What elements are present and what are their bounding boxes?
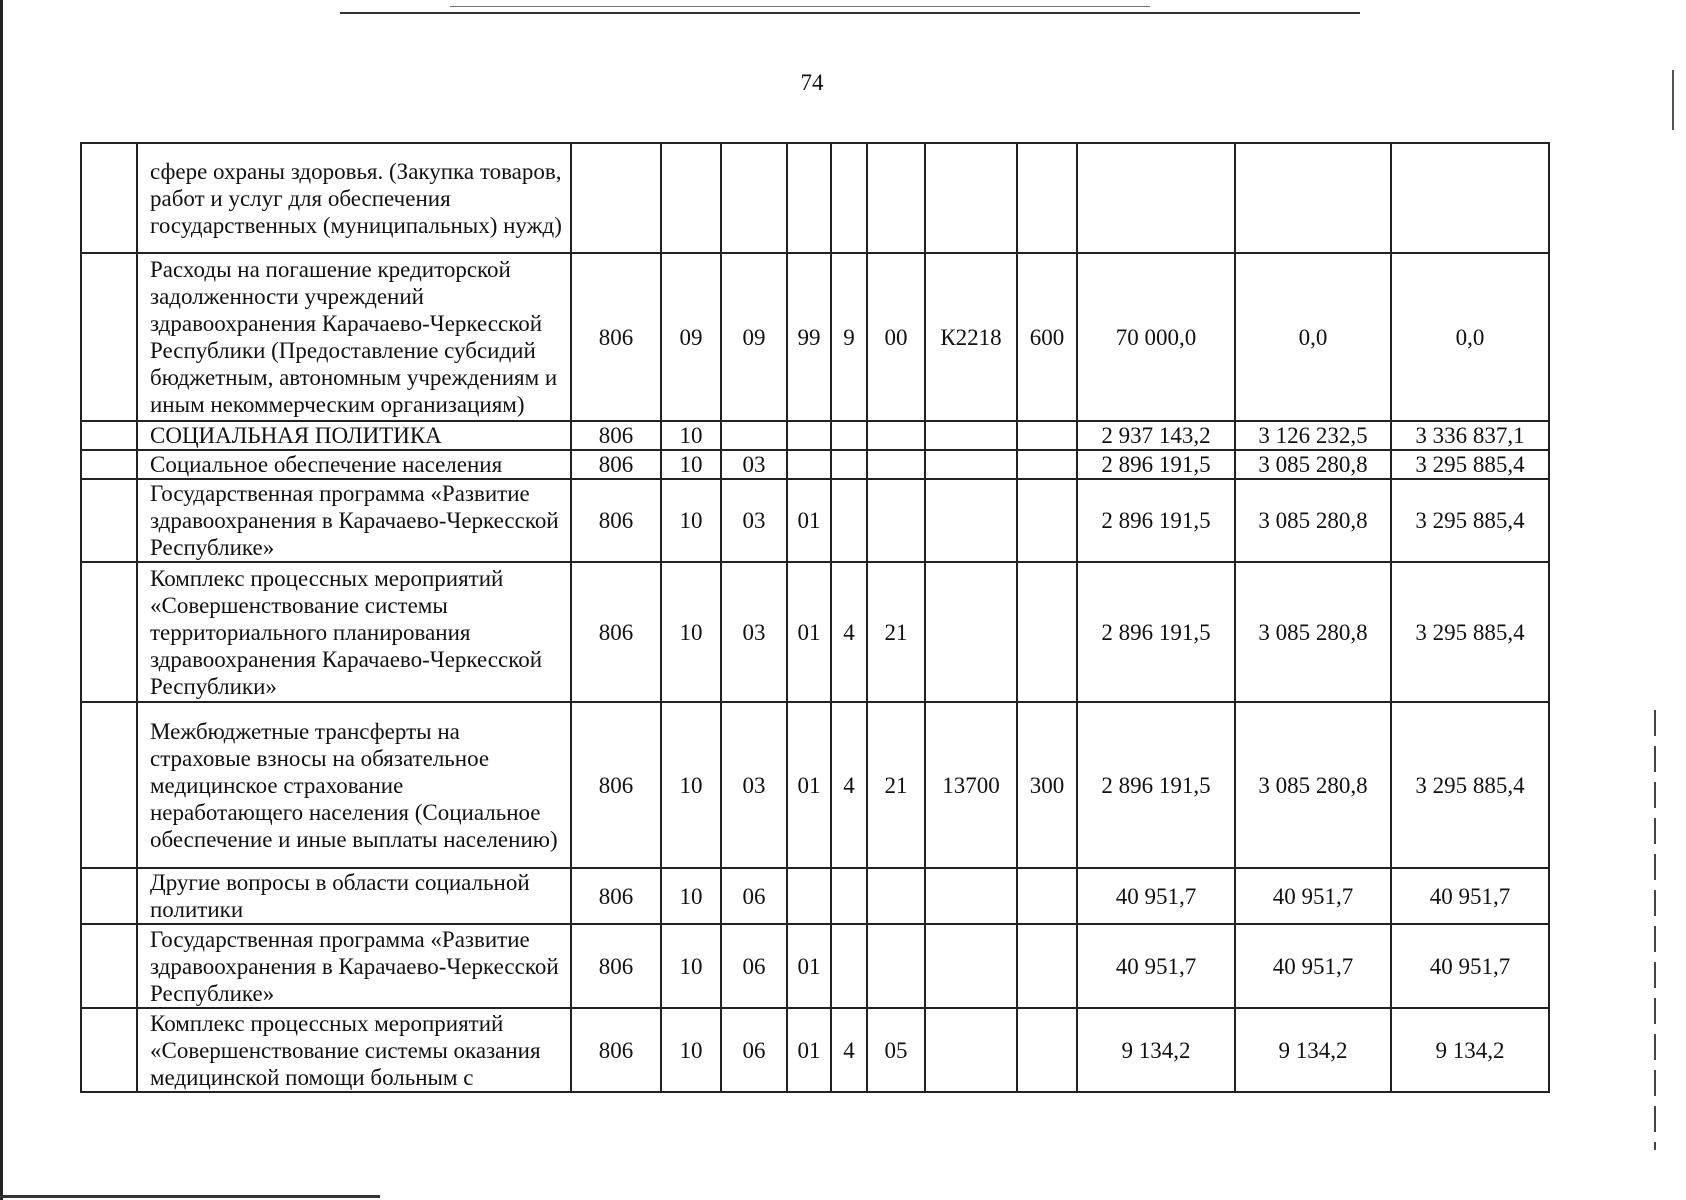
budget-table — [80, 142, 1550, 1093]
amount-year-2: 40 951,7 — [1235, 868, 1391, 924]
code-ved: 806 — [571, 421, 661, 450]
code-type — [831, 924, 867, 1008]
code-direction — [925, 1008, 1017, 1092]
code-direction — [925, 924, 1017, 1008]
code-program: 01 — [787, 1008, 831, 1092]
amount-year-3: 3 295 885,4 — [1391, 450, 1549, 479]
table-row — [81, 253, 1549, 421]
code-vid-rashodov — [1017, 450, 1077, 479]
code-ved: 806 — [571, 868, 661, 924]
code-subprogram — [867, 924, 925, 1008]
code-razdel — [661, 143, 721, 253]
table-row — [81, 479, 1549, 562]
row-number-cell — [81, 562, 137, 702]
row-number-cell — [81, 924, 137, 1008]
row-name: Другие вопросы в области социальной политики — [137, 868, 571, 924]
code-podrazdel: 03 — [721, 562, 787, 702]
code-subprogram: 21 — [867, 702, 925, 868]
code-ved: 806 — [571, 479, 661, 562]
row-name: Государственная программа «Развитие здравоохранения в Карачаево-Черкесской Республике» — [137, 479, 571, 562]
code-ved: 806 — [571, 924, 661, 1008]
table-row — [81, 143, 1549, 253]
table-row — [81, 868, 1549, 924]
scan-artifact-edge — [0, 1195, 380, 1198]
code-razdel: 10 — [661, 924, 721, 1008]
code-ved: 806 — [571, 702, 661, 868]
table-row — [81, 702, 1549, 868]
code-podrazdel — [721, 143, 787, 253]
amount-year-1: 2 896 191,5 — [1077, 702, 1235, 868]
code-vid-rashodov: 300 — [1017, 702, 1077, 868]
code-vid-rashodov — [1017, 1008, 1077, 1092]
table-row — [81, 450, 1549, 479]
code-vid-rashodov — [1017, 562, 1077, 702]
code-program: 99 — [787, 253, 831, 421]
code-direction — [925, 562, 1017, 702]
code-vid-rashodov — [1017, 479, 1077, 562]
code-type: 4 — [831, 702, 867, 868]
code-subprogram: 00 — [867, 253, 925, 421]
code-subprogram — [867, 479, 925, 562]
amount-year-2: 3 085 280,8 — [1235, 702, 1391, 868]
code-podrazdel: 03 — [721, 479, 787, 562]
code-type — [831, 143, 867, 253]
amount-year-2: 0,0 — [1235, 253, 1391, 421]
code-program — [787, 868, 831, 924]
row-number-cell — [81, 143, 137, 253]
amount-year-2: 3 085 280,8 — [1235, 450, 1391, 479]
amount-year-3: 40 951,7 — [1391, 924, 1549, 1008]
code-program — [787, 421, 831, 450]
code-ved: 806 — [571, 1008, 661, 1092]
code-vid-rashodov — [1017, 868, 1077, 924]
amount-year-3: 3 295 885,4 — [1391, 702, 1549, 868]
code-razdel: 10 — [661, 868, 721, 924]
row-name: Комплекс процессных мероприятий «Совершенствование системы оказания медицинской помощи больным с — [137, 1008, 571, 1092]
code-program: 01 — [787, 924, 831, 1008]
row-name: сфере охраны здоровья. (Закупка товаров, работ и услуг для обеспечения государственных (муниципальных) нужд) — [137, 143, 571, 253]
code-subprogram — [867, 868, 925, 924]
code-ved: 806 — [571, 253, 661, 421]
table-row — [81, 924, 1549, 1008]
amount-year-1: 40 951,7 — [1077, 924, 1235, 1008]
amount-year-3: 40 951,7 — [1391, 868, 1549, 924]
code-vid-rashodov — [1017, 143, 1077, 253]
code-subprogram — [867, 421, 925, 450]
code-podrazdel: 03 — [721, 450, 787, 479]
amount-year-3: 9 134,2 — [1391, 1008, 1549, 1092]
amount-year-2: 3 085 280,8 — [1235, 562, 1391, 702]
amount-year-2: 3 085 280,8 — [1235, 479, 1391, 562]
amount-year-1: 2 937 143,2 — [1077, 421, 1235, 450]
table-row — [81, 421, 1549, 450]
scan-artifact-edge — [1672, 70, 1674, 130]
code-type: 4 — [831, 1008, 867, 1092]
code-razdel: 10 — [661, 562, 721, 702]
code-program: 01 — [787, 702, 831, 868]
code-direction — [925, 421, 1017, 450]
code-direction — [925, 479, 1017, 562]
amount-year-3: 3 336 837,1 — [1391, 421, 1549, 450]
amount-year-3: 0,0 — [1391, 253, 1549, 421]
code-type — [831, 421, 867, 450]
row-name: Государственная программа «Развитие здравоохранения в Карачаево-Черкесской Республике» — [137, 924, 571, 1008]
row-name: Социальное обеспечение населения — [137, 450, 571, 479]
amount-year-2 — [1235, 143, 1391, 253]
page-number: 74 — [800, 70, 824, 95]
code-podrazdel: 06 — [721, 924, 787, 1008]
amount-year-3 — [1391, 143, 1549, 253]
code-vid-rashodov — [1017, 421, 1077, 450]
row-number-cell — [81, 421, 137, 450]
code-direction: 13700 — [925, 702, 1017, 868]
table-row — [81, 562, 1549, 702]
scan-artifact-dashes — [1654, 710, 1656, 1150]
code-razdel: 10 — [661, 450, 721, 479]
row-number-cell — [81, 253, 137, 421]
code-direction — [925, 143, 1017, 253]
code-type: 9 — [831, 253, 867, 421]
code-razdel: 10 — [661, 1008, 721, 1092]
amount-year-2: 3 126 232,5 — [1235, 421, 1391, 450]
code-ved: 806 — [571, 562, 661, 702]
code-subprogram: 05 — [867, 1008, 925, 1092]
row-number-cell — [81, 1008, 137, 1092]
code-razdel: 09 — [661, 253, 721, 421]
code-direction — [925, 868, 1017, 924]
code-vid-rashodov — [1017, 924, 1077, 1008]
code-subprogram — [867, 143, 925, 253]
amount-year-2: 40 951,7 — [1235, 924, 1391, 1008]
row-number-cell — [81, 450, 137, 479]
row-name: Межбюджетные трансферты на страховые взносы на обязательное медицинское страхование неработающего населения (Социальное обеспечение и иные выплаты населению) — [137, 702, 571, 868]
code-type — [831, 868, 867, 924]
row-name: СОЦИАЛЬНАЯ ПОЛИТИКА — [137, 421, 571, 450]
scan-artifact-line — [340, 12, 1360, 14]
code-razdel: 10 — [661, 421, 721, 450]
code-ved: 806 — [571, 450, 661, 479]
code-program: 01 — [787, 562, 831, 702]
code-subprogram: 21 — [867, 562, 925, 702]
row-number-cell — [81, 702, 137, 868]
amount-year-1: 2 896 191,5 — [1077, 562, 1235, 702]
scan-artifact-line — [450, 6, 1150, 7]
amount-year-1: 9 134,2 — [1077, 1008, 1235, 1092]
table-row — [81, 1008, 1549, 1092]
code-podrazdel: 03 — [721, 702, 787, 868]
amount-year-1: 70 000,0 — [1077, 253, 1235, 421]
code-podrazdel: 06 — [721, 868, 787, 924]
amount-year-3: 3 295 885,4 — [1391, 479, 1549, 562]
code-podrazdel — [721, 421, 787, 450]
code-direction: К2218 — [925, 253, 1017, 421]
amount-year-1 — [1077, 143, 1235, 253]
code-podrazdel: 06 — [721, 1008, 787, 1092]
code-type — [831, 479, 867, 562]
row-name: Комплекс процессных мероприятий «Совершенствование системы территориального планирования здравоохранения Карачаево-Черкесской Республики» — [137, 562, 571, 702]
code-razdel: 10 — [661, 702, 721, 868]
code-type — [831, 450, 867, 479]
scan-artifact-edge — [0, 0, 3, 1200]
code-podrazdel: 09 — [721, 253, 787, 421]
code-type: 4 — [831, 562, 867, 702]
code-subprogram — [867, 450, 925, 479]
code-vid-rashodov: 600 — [1017, 253, 1077, 421]
amount-year-1: 40 951,7 — [1077, 868, 1235, 924]
row-number-cell — [81, 868, 137, 924]
row-name: Расходы на погашение кредиторской задолженности учреждений здравоохранения Карачаево-Черкесской Республики (Предоставление субсидий бюджетным, автономным учреждениям и иным некоммерческим организациям) — [137, 253, 571, 421]
code-razdel: 10 — [661, 479, 721, 562]
amount-year-2: 9 134,2 — [1235, 1008, 1391, 1092]
code-program: 01 — [787, 479, 831, 562]
code-program — [787, 450, 831, 479]
amount-year-3: 3 295 885,4 — [1391, 562, 1549, 702]
code-ved — [571, 143, 661, 253]
amount-year-1: 2 896 191,5 — [1077, 450, 1235, 479]
row-number-cell — [81, 479, 137, 562]
amount-year-1: 2 896 191,5 — [1077, 479, 1235, 562]
code-direction — [925, 450, 1017, 479]
code-program — [787, 143, 831, 253]
